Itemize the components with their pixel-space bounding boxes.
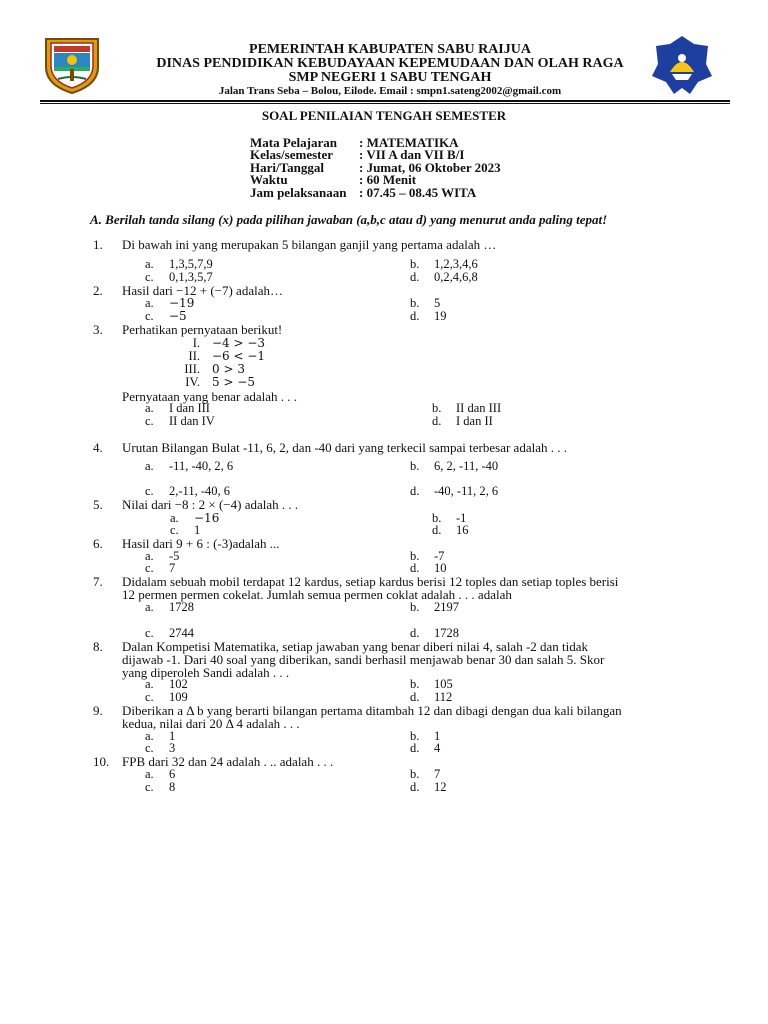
option-a[interactable] [145, 459, 233, 474]
option-text: 3 [169, 741, 176, 755]
option-text: 4 [434, 741, 441, 755]
option-letter: d. [432, 523, 442, 537]
option-letter: a. [145, 767, 154, 781]
option-letter: d. [410, 270, 420, 284]
option-text: 0,2,4,6,8 [434, 270, 478, 284]
option-letter: c. [145, 690, 154, 704]
option-letter: c. [145, 484, 154, 498]
option-text: II dan IV [169, 414, 215, 428]
statement: −6 < −1 [212, 349, 266, 363]
option-letter: c. [145, 780, 154, 794]
option-letter: b. [432, 401, 442, 415]
option-letter: b. [410, 257, 420, 271]
option-letter: b. [410, 767, 420, 781]
option-letter: b. [410, 677, 420, 691]
option-letter: b. [410, 459, 420, 473]
question-text: FPB dari 32 dan 24 adalah . .. adalah . . . [122, 754, 334, 769]
option-text: 1728 [169, 600, 194, 614]
option-text: 7 [434, 767, 441, 781]
question-text: Perhatikan pernyataan berikut! [122, 322, 283, 337]
option-text: -40, -11, 2, 6 [434, 484, 499, 498]
option-text: 6 [169, 767, 176, 781]
question-number: 6. [93, 536, 103, 551]
option-letter: a. [145, 600, 154, 614]
info-key: Jam pelaksanaan [250, 185, 347, 200]
option-letter: c. [145, 741, 154, 755]
option-text: 5 [434, 296, 441, 310]
option-text: 8 [169, 780, 176, 794]
option-letter: b. [410, 549, 420, 563]
instruction: A. Berilah tanda silang (x) pada pilihan jawaban (a,b,c atau d) yang menurut anda paling tepat! [90, 212, 608, 227]
info-value: : 60 Menit [359, 172, 417, 187]
question-number: 5. [93, 497, 103, 512]
option-letter: b. [410, 729, 420, 743]
question-text: yang diperoleh Sandi adalah . . . [122, 665, 290, 680]
question-text: Hasil dari −12 + (−7) adalah… [122, 283, 283, 298]
info-key: Mata Pelajaran [250, 135, 338, 150]
info-value: : VII A dan VII B/I [359, 147, 465, 162]
option-letter: d. [410, 690, 420, 704]
option-c[interactable] [145, 780, 175, 795]
option-letter: a. [145, 296, 154, 310]
option-text: 6, 2, -11, -40 [434, 459, 499, 473]
question-text: Di bawah ini yang merupakan 5 bilangan ganjil yang pertama adalah … [122, 237, 497, 252]
info-value: : 07.45 – 08.45 WITA [359, 185, 477, 200]
question-number: 8. [93, 639, 103, 654]
option-a[interactable] [145, 600, 194, 615]
info-key: Kelas/semester [250, 147, 334, 162]
option-text: −16 [194, 511, 220, 525]
option-letter: a. [170, 511, 179, 525]
header-address: Jalan Trans Seba – Bolou, Eilode. Email : smpn1.sateng2002@gmail.com [218, 85, 562, 97]
question-text: 12 permen permen cokelat. Jumlah semua permen coklat adalah . . . adalah [122, 587, 512, 602]
option-letter: d. [410, 484, 420, 498]
question-text: Nilai dari −8 : 2 × (−4) adalah . . . [122, 497, 299, 512]
option-letter: b. [432, 511, 442, 525]
option-text: 1,3,5,7,9 [169, 257, 213, 271]
option-letter: a. [145, 401, 154, 415]
option-letter: c. [145, 626, 154, 640]
option-text: 1 [434, 729, 441, 743]
option-c[interactable] [145, 414, 215, 429]
option-letter: a. [145, 459, 154, 473]
question-number: 2. [93, 283, 103, 298]
option-text: 1 [169, 729, 176, 743]
kabupaten-crest-icon [40, 33, 104, 95]
option-d[interactable] [432, 414, 493, 429]
option-text: -5 [169, 549, 180, 563]
option-letter: d. [410, 561, 420, 575]
statement-number: I. [192, 336, 200, 350]
info-key: Waktu [250, 172, 288, 187]
option-text: 1728 [434, 626, 459, 640]
option-text: -1 [456, 511, 467, 525]
option-text: −5 [169, 309, 187, 323]
option-text: 1 [194, 523, 201, 537]
question-text: kedua, nilai dari 20 Δ 4 adalah . . . [122, 716, 300, 731]
question-text: dijawab -1. Dari 40 soal yang diberikan, sandi berhasil menjawab benar 30 dan salah 5. Skor [122, 652, 605, 667]
option-letter: c. [145, 561, 154, 575]
option-letter: d. [410, 780, 420, 794]
option-letter: c. [145, 270, 154, 284]
header-rule [40, 100, 730, 102]
option-text: II dan III [456, 401, 502, 415]
option-text: 2744 [169, 626, 194, 640]
option-text: 112 [434, 690, 453, 704]
statement: 0 > 3 [212, 362, 245, 376]
question-number: 7. [93, 574, 103, 589]
question-text: Diberikan a Δ b yang berarti bilangan pertama ditambah 12 dan dibagi dengan dua kali bilangan [122, 703, 622, 718]
question-prompt: Pernyataan yang benar adalah . . . [122, 389, 298, 404]
option-text: −19 [169, 296, 195, 310]
statement: −4 > −3 [212, 336, 266, 350]
statement-number: III. [184, 362, 200, 376]
option-text: 105 [434, 677, 453, 691]
option-letter: c. [145, 414, 154, 428]
header-government: PEMERINTAH KABUPATEN SABU RAIJUA [249, 42, 531, 57]
option-letter: a. [145, 257, 154, 271]
question-number: 9. [93, 703, 103, 718]
tut-wuri-handayani-icon [650, 34, 714, 96]
statement-number: IV. [185, 375, 200, 389]
option-b[interactable] [410, 600, 459, 615]
option-letter: d. [410, 741, 420, 755]
option-letter: d. [410, 309, 420, 323]
option-d[interactable] [410, 780, 447, 795]
info-value: : MATEMATIKA [359, 135, 459, 150]
question-number: 10. [93, 754, 110, 769]
option-text: 1,2,3,4,6 [434, 257, 478, 271]
option-text: -7 [434, 549, 445, 563]
option-letter: b. [410, 600, 420, 614]
question-text: Dalan Kompetisi Matematika, setiap jawaban yang benar diberi nilai 4, salah -2 dan tidak [122, 639, 589, 654]
header-rule-thin [40, 103, 730, 104]
option-b[interactable] [410, 459, 498, 474]
option-letter: a. [145, 729, 154, 743]
option-text: 10 [434, 561, 447, 575]
option-letter: a. [145, 677, 154, 691]
option-text: 2197 [434, 600, 459, 614]
question-number: 3. [93, 322, 103, 337]
option-letter: c. [170, 523, 179, 537]
option-text: 7 [169, 561, 176, 575]
question-text: Urutan Bilangan Bulat -11, 6, 2, dan -40 dari yang terkecil sampai terbesar adalah . . . [122, 440, 567, 455]
statement-number: II. [188, 349, 200, 363]
option-text: 109 [169, 690, 188, 704]
question-text: Hasil dari 9 + 6 : (-3)adalah ... [122, 536, 280, 551]
option-letter: a. [145, 549, 154, 563]
option-text: 0,1,3,5,7 [169, 270, 213, 284]
statement: 5 > −5 [212, 375, 256, 389]
header-agency: DINAS PENDIDIKAN KEBUDAYAAN KEPEMUDAAN DAN OLAH RAGA [156, 56, 624, 71]
info-key: Hari/Tanggal [250, 160, 324, 175]
option-text: 2,-11, -40, 6 [169, 484, 230, 498]
question-number: 4. [93, 440, 103, 455]
option-letter: d. [432, 414, 442, 428]
option-text: 102 [169, 677, 188, 691]
option-letter: b. [410, 296, 420, 310]
doc-title: SOAL PENILAIAN TENGAH SEMESTER [261, 108, 507, 123]
option-letter: c. [145, 309, 154, 323]
header-school: SMP NEGERI 1 SABU TENGAH [288, 70, 492, 85]
option-text: 12 [434, 780, 447, 794]
option-letter: d. [410, 626, 420, 640]
option-text: 16 [456, 523, 469, 537]
question-number: 1. [93, 237, 103, 252]
option-text: I dan III [169, 401, 210, 415]
question-text: Didalam sebuah mobil terdapat 12 kardus, setiap kardus berisi 12 toples dan setiap toples berisi [122, 574, 619, 589]
option-text: I dan II [456, 414, 493, 428]
info-value: : Jumat, 06 Oktober 2023 [359, 160, 501, 175]
option-text: -11, -40, 2, 6 [169, 459, 234, 473]
option-text: 19 [434, 309, 447, 323]
